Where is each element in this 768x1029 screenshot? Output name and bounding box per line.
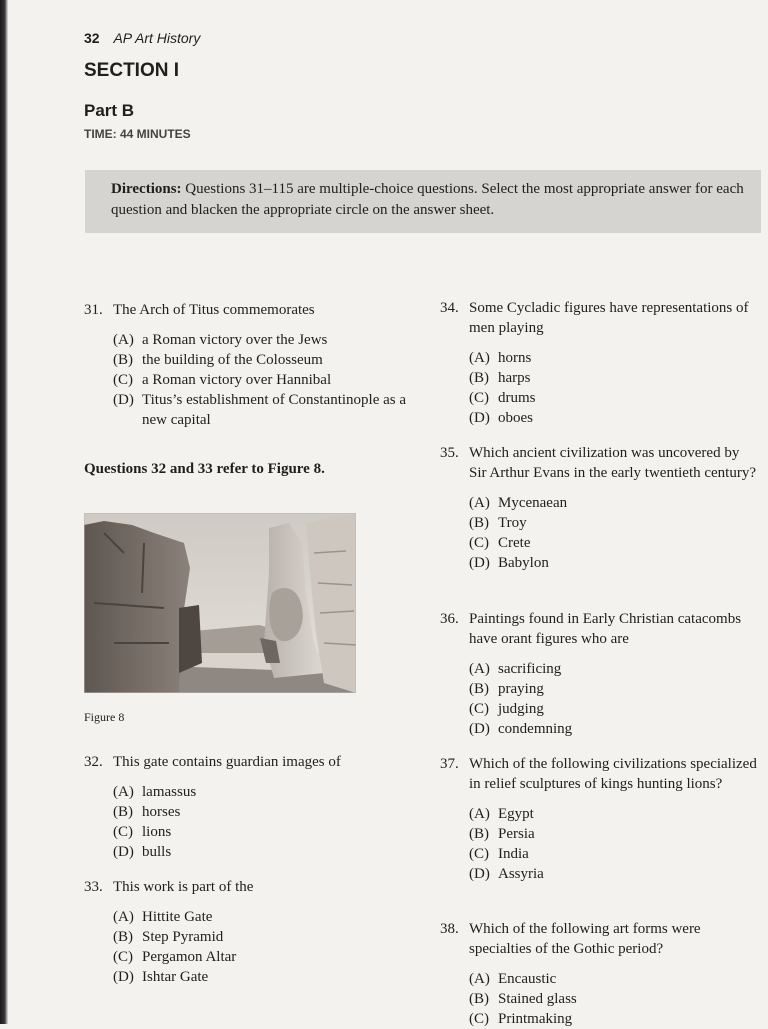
choice-b[interactable] bbox=[469, 989, 760, 1009]
choice-text: Crete bbox=[498, 535, 531, 551]
choice-list bbox=[469, 969, 760, 1029]
question-stem: Some Cycladic figures have representations of men playing bbox=[469, 300, 749, 336]
choice-d[interactable] bbox=[113, 842, 394, 862]
choice-b[interactable] bbox=[469, 824, 760, 844]
choice-c[interactable] bbox=[113, 947, 394, 967]
choice-b[interactable] bbox=[113, 802, 394, 822]
choice-text: Babylon bbox=[498, 555, 549, 571]
question-35 bbox=[440, 443, 760, 573]
choice-letter: (A) bbox=[469, 495, 490, 511]
question-number: 37. bbox=[440, 756, 459, 772]
choice-text: sacrificing bbox=[498, 661, 562, 677]
choice-text: a Roman victory over Hannibal bbox=[142, 372, 332, 388]
choice-a[interactable] bbox=[469, 493, 760, 513]
choice-letter: (B) bbox=[469, 370, 489, 386]
choice-a[interactable] bbox=[469, 804, 760, 824]
choice-text: Assyria bbox=[498, 866, 544, 882]
choice-text: Stained glass bbox=[498, 991, 577, 1007]
choice-text: Persia bbox=[498, 826, 535, 842]
choice-text: Encaustic bbox=[498, 971, 557, 987]
figure-8-photo bbox=[84, 513, 356, 693]
choice-text: bulls bbox=[142, 844, 172, 860]
choice-b[interactable] bbox=[469, 679, 760, 699]
choice-text: Mycenaean bbox=[498, 495, 568, 511]
choice-text: Egypt bbox=[498, 806, 534, 822]
choice-text: Printmaking bbox=[498, 1011, 573, 1027]
question-stem: Which of the following civilizations specialized in relief sculptures of kings hunting lions? bbox=[469, 756, 757, 792]
choice-d[interactable] bbox=[469, 864, 760, 884]
directions-box bbox=[85, 170, 761, 233]
choice-c[interactable] bbox=[469, 844, 760, 864]
question-38 bbox=[440, 919, 760, 1029]
choice-letter: (D) bbox=[113, 844, 134, 860]
choice-letter: (A) bbox=[113, 909, 134, 925]
choice-letter: (C) bbox=[469, 1011, 489, 1027]
choice-text: the building of the Colosseum bbox=[142, 352, 323, 368]
time-limit: TIME: 44 MINUTES bbox=[84, 127, 191, 141]
choice-a[interactable] bbox=[469, 348, 760, 368]
figure-reference-note: Questions 32 and 33 refer to Figure 8. bbox=[84, 461, 325, 477]
choice-letter: (C) bbox=[469, 846, 489, 862]
choice-d[interactable] bbox=[469, 408, 760, 428]
choice-text: judging bbox=[498, 701, 544, 717]
question-stem: Paintings found in Early Christian catacombs have orant figures who are bbox=[469, 611, 742, 647]
choice-text: a Roman victory over the Jews bbox=[142, 332, 328, 348]
choice-letter: (A) bbox=[469, 661, 490, 677]
question-number: 31. bbox=[84, 302, 103, 318]
choice-text: oboes bbox=[498, 410, 533, 426]
question-number: 34. bbox=[440, 300, 459, 316]
question-stem: This work is part of the bbox=[113, 879, 254, 895]
choice-letter: (D) bbox=[469, 555, 490, 571]
choice-c[interactable] bbox=[469, 699, 760, 719]
choice-list bbox=[469, 804, 760, 884]
choice-list bbox=[469, 493, 760, 573]
choice-letter: (D) bbox=[469, 866, 490, 882]
choice-letter: (C) bbox=[113, 824, 133, 840]
choice-b[interactable] bbox=[469, 368, 760, 388]
question-stem: Which ancient civilization was uncovered by Sir Arthur Evans in the early twentieth century? bbox=[469, 445, 756, 481]
choice-letter: (A) bbox=[113, 784, 134, 800]
directions-label: Directions: bbox=[111, 181, 182, 197]
book-spine-shadow bbox=[0, 0, 8, 1024]
choice-letter: (B) bbox=[113, 804, 133, 820]
question-number: 35. bbox=[440, 445, 459, 461]
choice-text: drums bbox=[498, 390, 536, 406]
choice-d[interactable] bbox=[113, 390, 414, 430]
question-31 bbox=[84, 300, 414, 430]
choice-text: Pergamon Altar bbox=[142, 949, 237, 965]
question-stem: This gate contains guardian images of bbox=[113, 754, 341, 770]
choice-letter: (C) bbox=[469, 535, 489, 551]
choice-text: Hittite Gate bbox=[142, 909, 213, 925]
choice-c[interactable] bbox=[469, 388, 760, 408]
choice-letter: (B) bbox=[469, 826, 489, 842]
question-number: 38. bbox=[440, 921, 459, 937]
choice-list bbox=[113, 782, 394, 862]
question-33 bbox=[84, 877, 394, 987]
choice-letter: (D) bbox=[469, 721, 490, 737]
choice-c[interactable] bbox=[469, 533, 760, 553]
choice-d[interactable] bbox=[469, 553, 760, 573]
choice-a[interactable] bbox=[113, 907, 394, 927]
choice-list bbox=[113, 907, 394, 987]
question-number: 32. bbox=[84, 754, 103, 770]
choice-b[interactable] bbox=[113, 927, 394, 947]
page-number: 32 bbox=[84, 30, 100, 46]
choice-list bbox=[469, 348, 760, 428]
question-34 bbox=[440, 298, 760, 428]
choice-text: lamassus bbox=[142, 784, 197, 800]
question-number: 33. bbox=[84, 879, 103, 895]
choice-letter: (B) bbox=[469, 681, 489, 697]
section-title: SECTION I bbox=[84, 60, 180, 81]
choice-letter: (B) bbox=[113, 929, 133, 945]
choice-text: praying bbox=[498, 681, 544, 697]
choice-text: horses bbox=[142, 804, 181, 820]
choice-text: India bbox=[498, 846, 529, 862]
choice-list bbox=[113, 330, 414, 430]
question-36 bbox=[440, 609, 760, 739]
choice-a[interactable] bbox=[113, 330, 414, 350]
choice-d[interactable] bbox=[113, 967, 394, 987]
choice-b[interactable] bbox=[113, 350, 414, 370]
choice-text: Ishtar Gate bbox=[142, 969, 209, 985]
choice-text: Step Pyramid bbox=[142, 929, 224, 945]
choice-letter: (C) bbox=[469, 390, 489, 406]
choice-letter: (D) bbox=[113, 969, 134, 985]
choice-text: condemning bbox=[498, 721, 573, 737]
choice-letter: (C) bbox=[469, 701, 489, 717]
question-32 bbox=[84, 752, 394, 862]
choice-text: horns bbox=[498, 350, 532, 366]
book-title: AP Art History bbox=[113, 30, 201, 46]
part-title: Part B bbox=[84, 101, 135, 120]
choice-list bbox=[469, 659, 760, 739]
choice-letter: (D) bbox=[113, 392, 134, 408]
choice-a[interactable] bbox=[113, 782, 394, 802]
choice-text: lions bbox=[142, 824, 172, 840]
question-number: 36. bbox=[440, 611, 459, 627]
choice-b[interactable] bbox=[469, 513, 760, 533]
running-head bbox=[84, 30, 200, 46]
choice-c[interactable] bbox=[469, 1009, 760, 1029]
choice-letter: (A) bbox=[469, 971, 490, 987]
choice-c[interactable] bbox=[113, 370, 414, 390]
choice-letter: (A) bbox=[113, 332, 134, 348]
choice-letter: (A) bbox=[469, 806, 490, 822]
choice-letter: (A) bbox=[469, 350, 490, 366]
choice-letter: (B) bbox=[469, 991, 489, 1007]
lion-gate-photo bbox=[84, 513, 356, 693]
choice-a[interactable] bbox=[469, 969, 760, 989]
choice-letter: (C) bbox=[113, 372, 133, 388]
choice-a[interactable] bbox=[469, 659, 760, 679]
choice-letter: (D) bbox=[469, 410, 490, 426]
choice-text: Titus’s establishment of Constantinople as a new capital bbox=[142, 392, 407, 428]
choice-c[interactable] bbox=[113, 822, 394, 842]
question-stem: Which of the following art forms were specialties of the Gothic period? bbox=[469, 921, 701, 957]
choice-letter: (C) bbox=[113, 949, 133, 965]
choice-d[interactable] bbox=[469, 719, 760, 739]
directions-text: Questions 31–115 are multiple-choice questions. Select the most appropriate answer for each question and blacken the appropriate circle on the answer sheet. bbox=[111, 181, 744, 218]
choice-text: Troy bbox=[498, 515, 527, 531]
question-37 bbox=[440, 754, 760, 884]
question-stem: The Arch of Titus commemorates bbox=[113, 302, 315, 318]
choice-letter: (B) bbox=[469, 515, 489, 531]
figure-caption: Figure 8 bbox=[84, 710, 125, 724]
choice-text: harps bbox=[498, 370, 531, 386]
choice-letter: (B) bbox=[113, 352, 133, 368]
